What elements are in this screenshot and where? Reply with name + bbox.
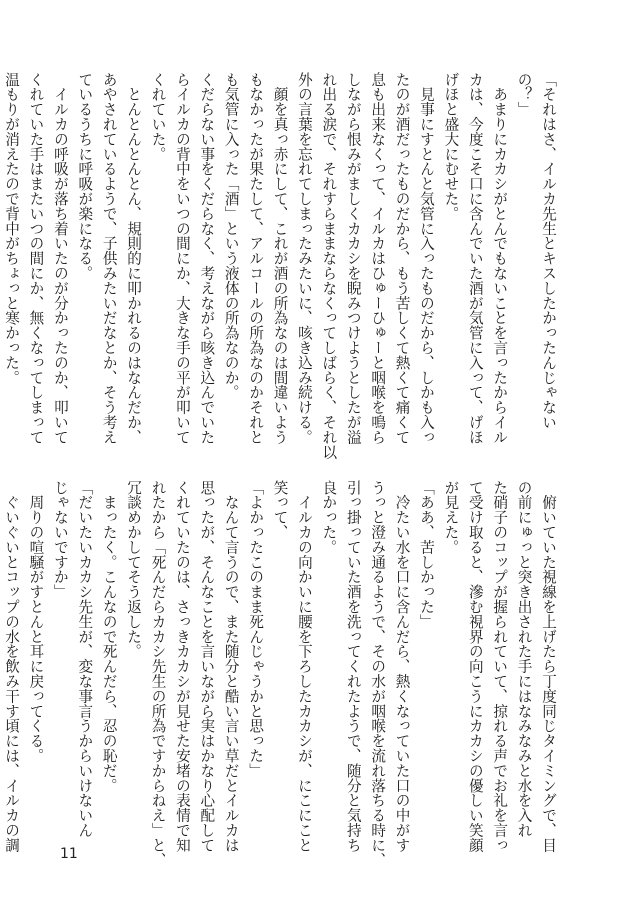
text-line: たのが酒だったものだから、もう苦しくて熱くて痛くて [393, 72, 411, 445]
text-line: くれていた。 [149, 72, 167, 162]
text-line: た硝子のコップが握られていて、掠れる声でお礼を言っ [491, 480, 509, 853]
text-line: うっと澄み通るようで、その水が咽喉を流れ落ちる時に、 [369, 480, 387, 868]
text-line: 引っ掛っていた酒を洗ってくれたようで、随分と気持ち [344, 480, 362, 853]
text-line: げほと盛大にむせた。 [442, 72, 460, 221]
text-line: れ出る涙で、それすらままならなくってしばらく、それ以 [320, 72, 338, 460]
text-line: 思ったが、そんなことを言いながら実はかなり心配して [198, 480, 216, 853]
text-line: 息も出来なくって、イルカはひゅーひゅーと咽喉を鳴ら [369, 72, 387, 445]
text-line: 笑って、 [271, 480, 289, 540]
text-line: が見えた。 [442, 480, 460, 555]
text-line: 温もりが消えたので背中がちょっと寒かった。 [3, 72, 21, 385]
text-line: 良かった。 [320, 480, 338, 555]
text-line: の？」 [515, 72, 533, 117]
text-line: 周りの喧騒がすとんと耳に戻ってくる。 [27, 480, 45, 764]
text-line: 「それはさ、イルカ先生とキスしたかったんじゃない [540, 72, 557, 430]
text-line: じゃないですか」 [51, 480, 69, 600]
text-line: くだらない事をくだらなく、考えながら咳き込んでいた [198, 72, 216, 445]
text-line: くれていた手はまたいつの間にか、無くなってしまって [27, 72, 45, 445]
text-line: まったく。こんなので死んだら、忍の恥だ。 [100, 480, 118, 793]
text-line: も気管に入った「酒」という液体の所為なのか。 [222, 72, 240, 400]
text-line: カは、今度こそ口に含んでいた酒が気管に入って、げほ [466, 72, 484, 445]
text-line: れたから「死んだらカカシ先生の所為ですからねえ」と、 [149, 480, 167, 868]
text-line: 「ああ、苦しかった」 [417, 480, 435, 629]
text-line: らイルカの背中をいつの間にか、大きな手の平が叩いて [173, 72, 191, 445]
text-line: 冷たい水を口に含んだら、熱くなっていた口の中がす [393, 480, 411, 853]
text-block-top [3, 72, 560, 460]
text-line: 見事にすとんと気管に入ったものだから、しかも入っ [417, 72, 435, 445]
text-line: イルカの向かいに腰を下ろしたカカシが、にこにこと [295, 480, 313, 853]
text-line: ているうちに呼吸が楽になる。 [76, 72, 94, 281]
text-line: しながら恨みがましくカカシを睨みつけようとしたが溢 [344, 72, 362, 445]
text-line: くれていたのは、さっきカカシが見せた安堵の表情で知 [173, 480, 191, 853]
page-number: 11 [60, 846, 78, 862]
text-line: 顔を真っ赤にして、これが酒の所為なのは間違いよう [271, 72, 289, 445]
text-line: イルカの呼吸が落ち着いたのが分かったのか、叩いて [51, 72, 69, 445]
text-line: ぐいぐいとコップの水を飲み干す頃には、イルカの調 [3, 480, 21, 853]
text-line: 冗談めかしてそう返した。 [125, 480, 143, 659]
text-line: 俯いていた視線を上げたら丁度同じタイミングで、目 [540, 480, 557, 853]
text-line: 外の言葉を忘れてしまったみたいに、咳き込み続ける。 [295, 72, 313, 445]
text-line: 「よかったこのまま死んじゃうかと思った」 [247, 480, 265, 778]
text-line: て受け取ると、滲む視界の向こうにカカシの優しい笑顔 [466, 480, 484, 853]
text-line: の前にゅっと突き出された手にはなみなみと水を入れ [515, 480, 533, 838]
text-line: あまりにカカシがとんでもないことを言ったからイル [491, 72, 509, 445]
text-line: なんて言うので、また随分と酷い言い草だとイルカは [222, 480, 240, 853]
text-line: 「だいたいカカシ先生が、変な事言うからいけないん [76, 480, 94, 838]
text-line: とんとんとんとん、規則的に叩かれるのはなんだか、 [125, 72, 143, 445]
text-line: あやされているようで、子供みたいだなとか、そう考え [100, 72, 118, 445]
text-line: もなかったが果たして、アルコールの所為なのかそれと [247, 72, 265, 445]
